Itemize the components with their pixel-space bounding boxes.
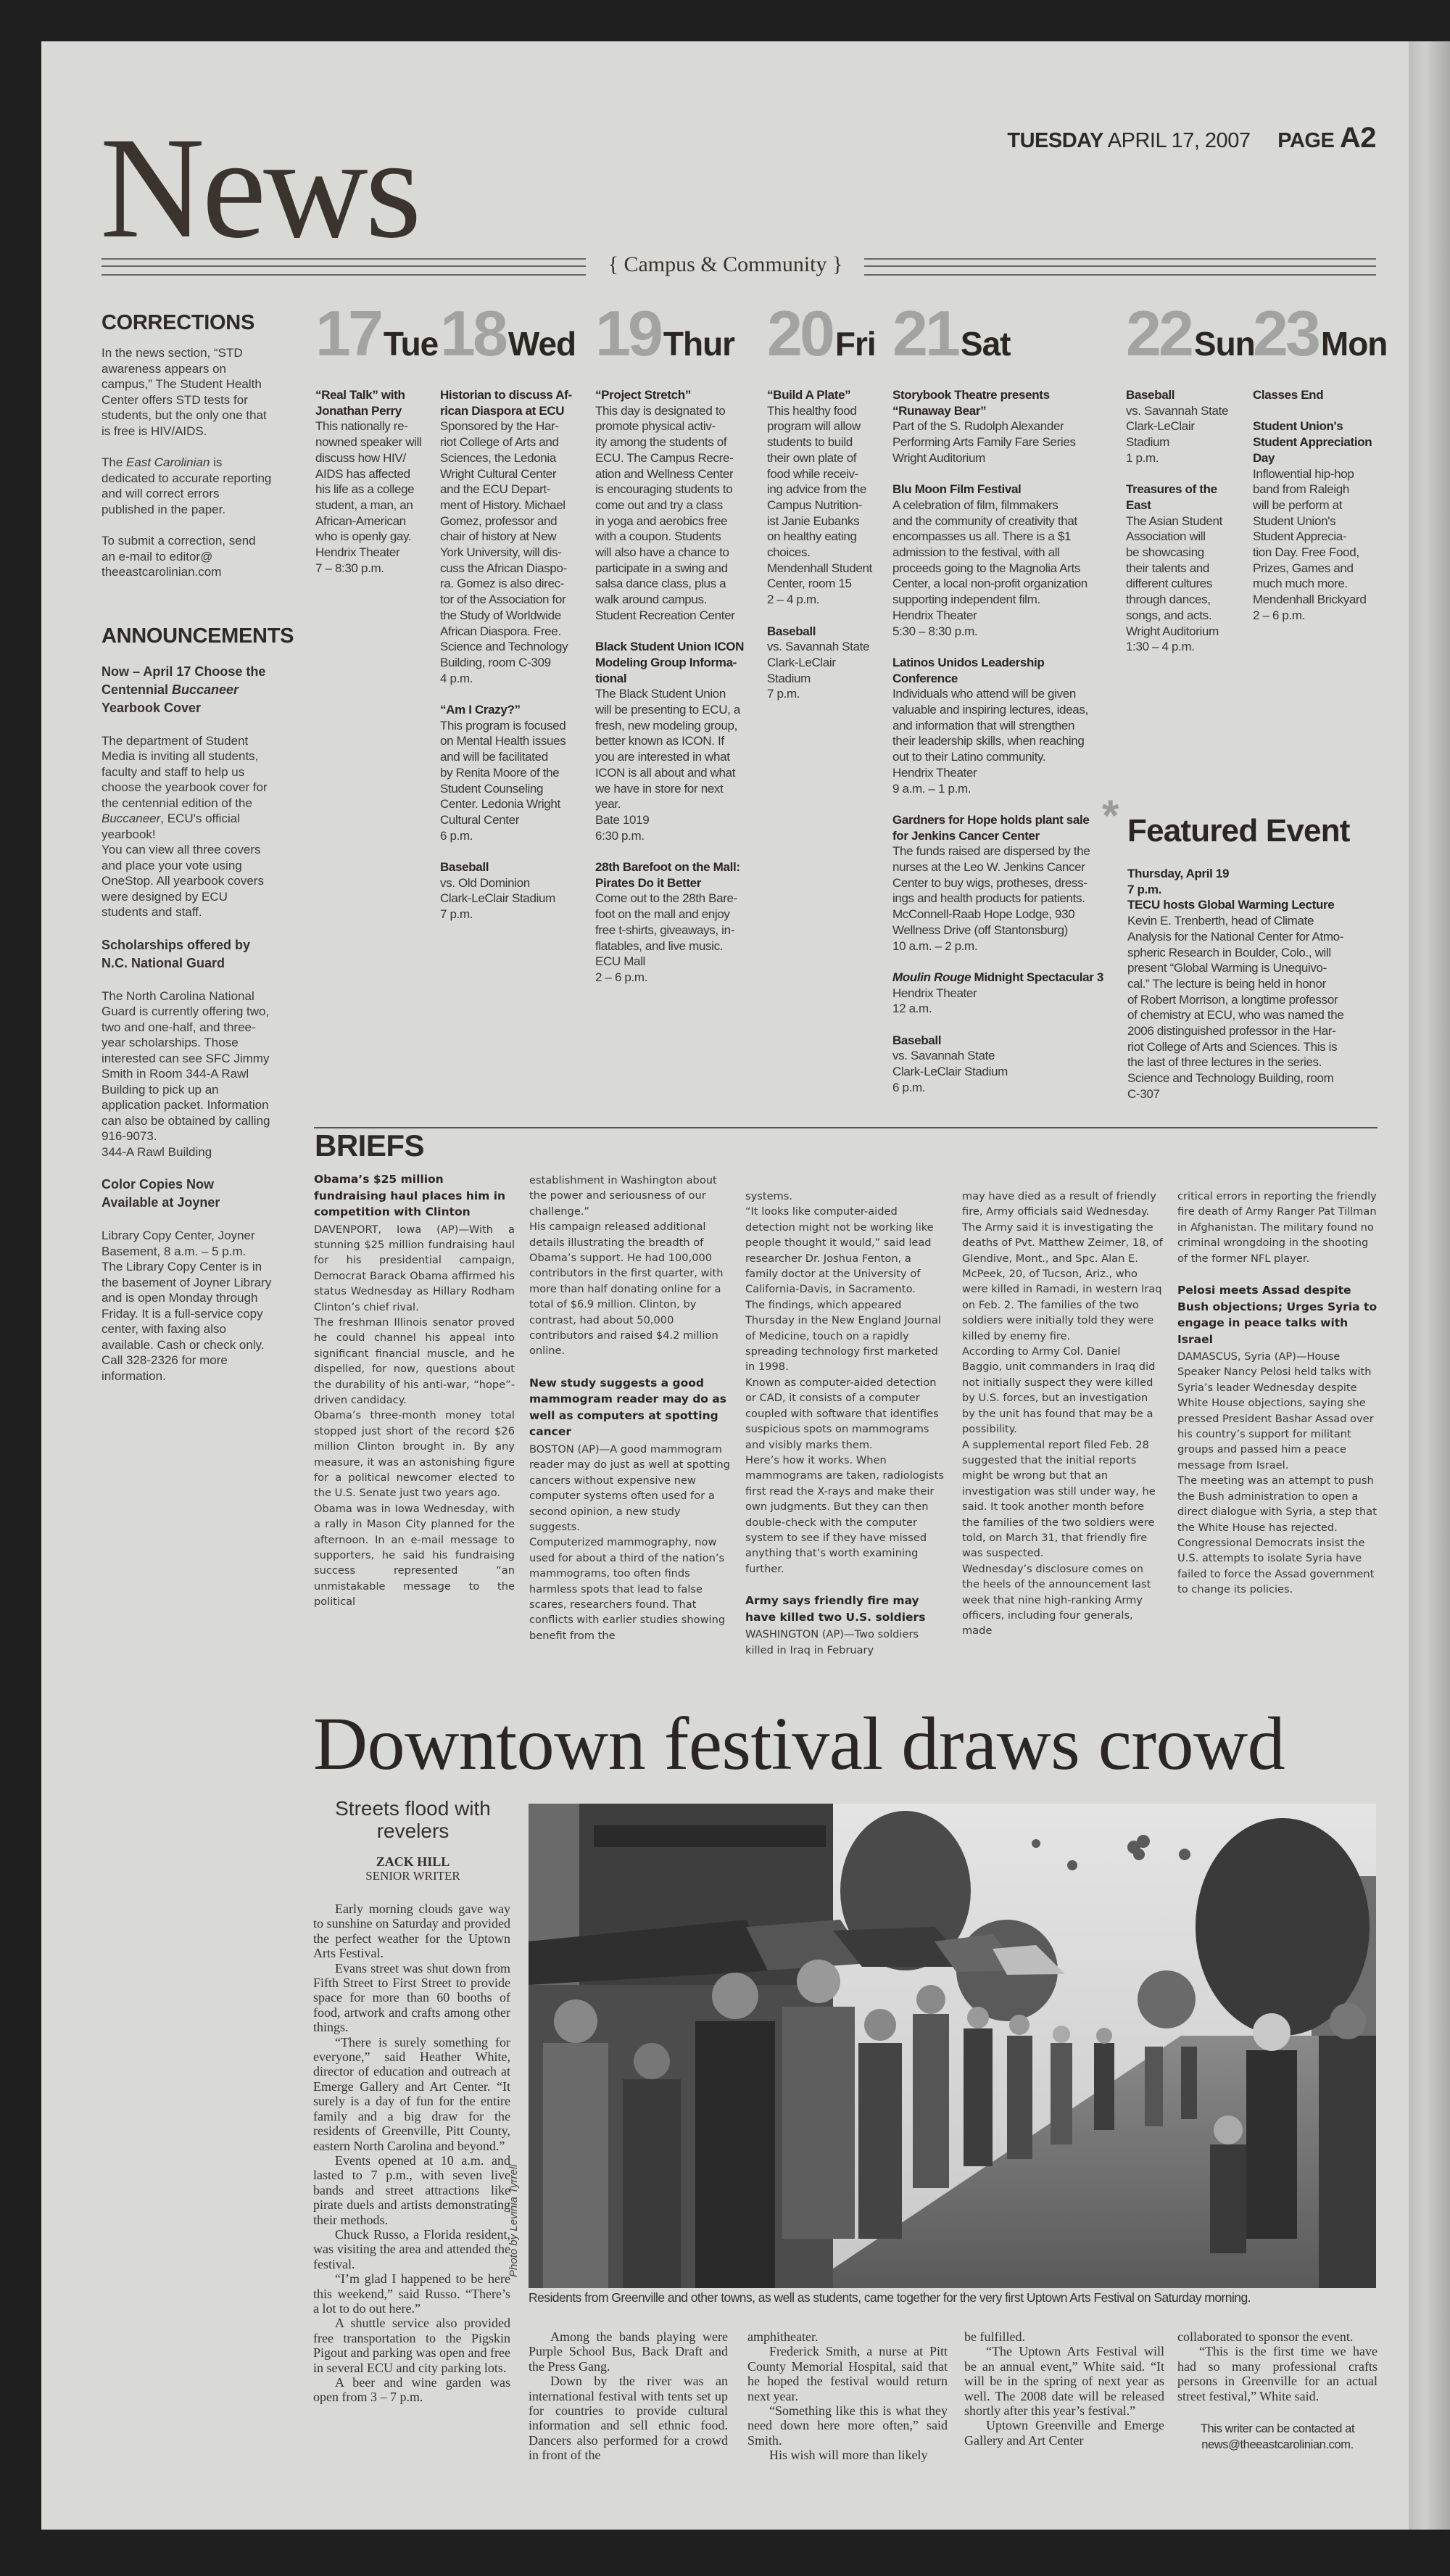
italic-text: Buccaneer <box>172 682 239 697</box>
paragraph: “There is surely something for everyone,” said Heather White, director of education and outreach at Emerge Gallery and Art Center. “It surely is a day of fun for the entire family and a big draw for the residents of Greenville, Pitt County, eastern North Carolina and beyond.” <box>313 2034 510 2153</box>
event-details: This day is designated to promote physical activ- ity among the students of ECU. The Campus Recre- ation and Wellness Center is encouraging students to come out and try a class in yoga and aerobics free with a coupon. Students will also have a chance to participate in a swing and salsa dance class, plus a walk around campus. Student Recreation Center <box>595 403 735 622</box>
event-title: “Build A Plate” <box>767 388 851 402</box>
briefs-column <box>745 1189 946 1658</box>
text-segment: The <box>102 455 127 469</box>
masthead-rule-left <box>102 258 586 276</box>
heading: ANNOUNCEMENTS <box>102 624 294 648</box>
paragraph <box>102 455 273 517</box>
event-details: This program is focused on Mental Health issues and will be facilitated by Renita Moore of the Student Counseling Center. Ledonia Wright Cultural Center 6 p.m. <box>440 718 566 843</box>
event-title: Black Student Union ICON Modeling Group Informa- tional <box>595 640 745 685</box>
article-column <box>964 2329 1164 2448</box>
calendar-event <box>1253 387 1387 403</box>
day-name: Thur <box>663 325 735 363</box>
text-segment: The department of Student Media is inviting all students, faculty and staff to help us choose the yearbook cover for the centennial edition of the <box>102 733 268 810</box>
paragraph: In the news section, “STD awareness appears on campus,” The Student Health Center offers STD tests for students, but the only one that is free is HIV/AIDS. <box>102 346 267 438</box>
paragraph: Events opened at 10 a.m. and lasted to 7 p.m., with seven live bands and street attractions like pirate duels and artists demonstrating their methods. <box>313 2152 510 2227</box>
event-details: Inflowential hip-hop band from Raleigh will be perform at Student Union's Student Apprecia- tion Day. Free Food, Prizes, Games and much much more. Mendenhall Brickyard 2 – 6 p.m. <box>1253 466 1367 622</box>
paragraph: collaborated to sponsor the event. <box>1177 2329 1354 2344</box>
asterisk-icon: * <box>1102 791 1119 840</box>
page-label: PAGE <box>1277 129 1335 152</box>
subheading <box>102 663 273 717</box>
article-column <box>529 2329 728 2463</box>
calendar-event <box>440 702 576 843</box>
day-number: 23 <box>1253 297 1318 369</box>
calendar-event <box>595 639 744 843</box>
dateline <box>1007 122 1376 154</box>
text-segment: Now – April 17 Choose the Centennial <box>102 664 266 697</box>
paragraph: Obama was in Iowa Wednesday, with a rally in Mason City planned for the afternoon. In an e-mail message to supporters, he said his fundraising success represented “an unmistakable message to the political <box>314 1502 515 1609</box>
paragraph: Wednesday’s disclosure comes on the heels of the announcement last week that nine high-ranking Army officers, including four generals, made <box>962 1562 1151 1638</box>
event-title: “Am I Crazy?” <box>440 703 521 717</box>
day-header <box>892 297 1103 369</box>
paragraph: “It looks like computer-aided detection might not be working like people thought it would,” said lead researcher Dr. Joshua Fenton, a family doctor at the University of California-Davis, in Sacramento. <box>745 1205 934 1296</box>
calendar-event <box>1253 418 1387 623</box>
event-details: vs. Savannah State Clark-LeClair Stadium 7 p.m. <box>767 640 870 701</box>
event-details: vs. Savannah State Clark-LeClair Stadium 1 p.m. <box>1126 403 1229 465</box>
sidebar-corrections-announcements <box>102 310 294 1400</box>
day-number: 17 <box>315 297 381 369</box>
calendar-event <box>892 387 1103 466</box>
event-details: Hendrix Theater 12 a.m. <box>892 986 977 1016</box>
paragraph: A beer and wine garden was open from 3 – 7 p.m. <box>313 2375 510 2405</box>
event-list <box>440 387 576 922</box>
paragraph: According to Army Col. Daniel Baggio, unit commanders in Iraq did not initially suspect they were killed by U.S. forces, but an investigation by the unit has found that may be a possibility. <box>962 1345 1156 1436</box>
article-column <box>1177 2329 1378 2453</box>
paragraph: The meeting was an attempt to push the Bush administration to open a direct dialogue with Syria, a step that the White House has rejected. <box>1177 1474 1377 1534</box>
paragraph: Library Copy Center, Joyner Basement, 8 a.m. – 5 p.m. The Library Copy Center is in the basement of Joyner Library and is open Monday through Friday. It is a full-service copy center, with faxing also available. Cash or check only. Call 328-2326 for more information. <box>102 1229 272 1383</box>
briefs-column <box>1177 1189 1378 1598</box>
section-masthead: News <box>100 108 419 268</box>
heading: Army says friendly fire may have killed two U.S. soldiers <box>745 1594 926 1624</box>
festival-photo <box>529 1804 1376 2288</box>
event-title: Student Union's Student Appreciation Day <box>1253 419 1372 465</box>
paragraph: His campaign released additional details illustrating the breadth of Obama’s support. He had 100,000 contributors in the first quarter, with more than half donating online for a total of $6.9 million. Clinton, by contrast, had about 50,000 contributors and raised $4.2 million online. <box>529 1221 724 1358</box>
event-title: Historian to discuss Af- rican Diaspora at ECU <box>440 388 572 418</box>
day-header <box>595 297 744 369</box>
photo-caption: Residents from Greenville and other towns, as well as students, came together for the very first Uptown Arts Festival on Saturday morning. <box>529 2290 1251 2305</box>
event-title: Baseball <box>892 1033 942 1047</box>
day-name: Fri <box>834 325 876 363</box>
paragraph: Obama’s three-month money total stopped just short of the record $26 million Clinton brought in. By any measure, it was an astonishing figure for a political newcomer elected to the U.S. Senate just two years ago. <box>314 1409 515 1500</box>
subheading: Scholarships offered by N.C. National Guard <box>102 937 251 970</box>
writer-contact <box>1177 2421 1378 2453</box>
article-column <box>747 2329 948 2463</box>
contact-email: news@theeastcarolinian.com. <box>1201 2438 1354 2452</box>
paragraph: Chuck Russo, a Florida resident, was visiting the area and attended the festival. <box>313 2226 510 2271</box>
event-details: A celebration of film, filmmakers and the community of creativity that encompasses us all. There is a $1 admission to the festival, with all proceeds going to the Magnolia Arts Center, a local non-profit organization supporting independent film. Hendrix Theater 5:30 – 8:30 p.m. <box>892 498 1088 638</box>
paragraph: The Army said it is investigating the deaths of Pvt. Matthew Zeimer, 18, of Glendive, Mont., and Spc. Alan E. McPeek, 20, of Tucson, Ariz., who were killed in Ramadi, in western Iraq on Feb. 2. The families of the two soldiers were initially told they were killed by enemy fire. <box>962 1221 1163 1342</box>
event-title: Latinos Unidos Leadership Conference <box>892 655 1045 685</box>
event-title: Baseball <box>440 860 489 875</box>
event-title: Baseball <box>767 624 816 638</box>
paragraph: be fulfilled. <box>964 2329 1025 2344</box>
day-name: Mon <box>1320 325 1388 363</box>
day-column-wed <box>440 297 576 938</box>
event-list <box>595 387 744 986</box>
heading: Pelosi meets Assad despite Bush objections; Urges Syria to engage in peace talks with Israel <box>1177 1284 1378 1346</box>
briefs-column <box>314 1171 515 1610</box>
day-number: 21 <box>892 297 958 369</box>
italic-text: Buccaneer <box>102 812 161 825</box>
event-details: The Asian Student Association will be showcasing their talents and different cultures through dances, songs, and acts. Wright Auditorium 1:30 – 4 p.m. <box>1126 513 1222 654</box>
calendar-event <box>892 655 1103 796</box>
heading: Obama’s $25 million fundraising haul places him in competition with Clinton <box>314 1173 506 1218</box>
event-title: Gardners for Hope holds plant sale for Jenkins Cancer Center <box>892 812 1090 843</box>
calendar-event <box>440 859 576 922</box>
page-fold-edge <box>1409 41 1450 2530</box>
event-details: vs. Old Dominion Clark-LeClair Stadium 7 p.m. <box>440 875 555 922</box>
featured-event-title: Featured Event <box>1127 813 1350 849</box>
paragraph: may have died as a result of friendly fire, Army officials said Wednesday. <box>962 1190 1156 1218</box>
paragraph: amphitheater. <box>747 2329 819 2344</box>
event-details: This healthy food program will allow students to build their own plate of food while receiv- ing advice from the Campus Nutrition- ist Janie Eubanks on healthy eating choices. Mendenhall Student Center, room 15 2 – 4 p.m. <box>767 403 872 607</box>
event-list <box>1253 387 1387 624</box>
paragraph: A supplemental report filed Feb. 28 suggested that the initial reports might be wrong but that an investigation was still under way, he said. It took another month before the families of the two soldiers were told, on March 31, that friendly fire was suspected. <box>962 1438 1156 1560</box>
calendar-event <box>892 970 1103 1017</box>
event-title: Classes End <box>1253 388 1324 402</box>
paragraph: BOSTON (AP)—A good mammogram reader may do just as well at spotting cancers without expensive new computer systems often used for a second opinion, a new study suggests. <box>529 1442 730 1533</box>
subheading: Color Copies Now Available at Joyner <box>102 1177 220 1210</box>
day-number: 18 <box>440 297 505 369</box>
day-number: 19 <box>595 297 660 369</box>
text-segment: is dedicated to accurate reporting and will correct errors published in the paper. <box>102 455 272 516</box>
paragraph: critical errors in reporting the friendly fire death of Army Ranger Pat Tillman in Afghanistan. The military found no criminal wrongdoing in the shooting of the former NFL player. <box>1177 1190 1377 1265</box>
paragraph: To submit a correction, send an e-mail to editor@ theeastcarolinian.com <box>102 534 256 579</box>
calendar-event <box>315 387 438 576</box>
paragraph: Uptown Greenville and Emerge Gallery and Art Center <box>964 2418 1164 2448</box>
day-name: Wed <box>508 325 576 363</box>
italic-text: Moulin Rouge <box>892 970 972 984</box>
calendar-event <box>892 482 1103 639</box>
dateline-date: APRIL 17, 2007 <box>1107 129 1251 152</box>
day-header <box>315 297 439 369</box>
featured-event <box>1127 811 1381 1102</box>
briefs-column <box>962 1189 1163 1639</box>
text-segment: Midnight Spectacular 3 <box>971 970 1103 984</box>
paragraph: Known as computer-aided detection or CAD, it consists of a computer coupled with software that identifies suspicious spots on mammograms and visibly marks them. <box>745 1376 939 1451</box>
heading: CORRECTIONS <box>102 311 254 334</box>
article-column <box>313 1902 510 2405</box>
event-details: Come out to the 28th Bare- foot on the mall and enjoy free t-shirts, giveaways, in- flatables, and live music. ECU Mall 2 – 6 p.m. <box>595 891 737 984</box>
paragraph: “Something like this is what they need down here more often,” said Smith. <box>747 2403 948 2448</box>
day-name: Sat <box>960 325 1011 363</box>
paragraph: Computerized mammography, now used for about a third of the nation’s mammograms, too often finds harmless spots that lead to false scares, researchers found. That conflicts with earlier studies showing benefit from the <box>529 1536 726 1642</box>
event-list <box>1126 387 1255 655</box>
calendar-event <box>892 1033 1103 1096</box>
photo-credit: Photo by Levinia Tyrrell <box>508 2164 520 2277</box>
event-title: “Project Stretch” <box>595 388 691 402</box>
day-column-tue <box>315 297 439 592</box>
article-headline: Downtown festival draws crowd <box>313 1702 1285 1786</box>
paragraph: The North Carolina National Guard is currently offering two, two and one-half, and three-year scholarships. Those interested can see SFC Jimmy Smith in Room 344-A Rawl Building to pick up an application packet. Information can also be obtained by calling 916-9073. 344-A Rawl Building <box>102 988 270 1159</box>
contact-text: This writer can be contacted at <box>1200 2422 1355 2436</box>
calendar-event <box>595 387 744 624</box>
event-details: The Black Student Union will be presenting to ECU, a fresh, new modeling group, better known as ICON. If you are interested in what ICON is all about and what we have in store for next year. Bate 1019 6:30 p.m. <box>595 687 740 843</box>
dateline-weekday: TUESDAY <box>1007 129 1103 152</box>
day-header <box>767 297 876 369</box>
author-role: SENIOR WRITER <box>365 1869 460 1883</box>
day-name: Tue <box>383 325 439 363</box>
paragraph: DAMASCUS, Syria (AP)—House Speaker Nancy Pelosi held talks with Syria’s leader Wednesday despite White House objections, saying she pressed President Bashar Assad over his country’s support for militant groups and passed him a peace message from Israel. <box>1177 1350 1374 1471</box>
paragraph: His wish will more than likely <box>769 2448 928 2463</box>
masthead-rule-right <box>864 258 1376 276</box>
event-details: Individuals who attend will be given valuable and inspiring lectures, ideas, and information that will strengthen their leadership skills, when reaching out to their Latino community. Hendrix Theater 9 a.m. – 1 p.m. <box>892 687 1088 796</box>
author-name: ZACK HILL <box>376 1854 450 1869</box>
day-column-fri <box>767 297 876 718</box>
featured-event-body: Kevin E. Trenberth, head of Climate Analysis for the National Center for Atmo- spheric Research in Boulder, Colo., will present “Global Warming is Unequivo- cal.” The lecture is being held in honor of Robert Morrison, a longtime professor of chemistry at ECU, who was named the 2006 distinguished professor in the Har- riot College of Arts and Sciences. This is the last of three lectures in the series. Science and Technology Building, room C-307 <box>1127 914 1344 1101</box>
heading: New study suggests a good mammogram reader may do as well as computers at spotting cancer <box>529 1376 727 1439</box>
featured-event-date: Thursday, April 19 <box>1127 867 1230 880</box>
paragraph: Congressional Democrats insist the U.S. attempts to isolate Syria have failed to force the Assad government to change its policies. <box>1177 1536 1375 1596</box>
paragraph <box>102 733 273 920</box>
text-segment: , ECU's official yearbook! You can view all three covers and place your vote using OneStop. All yearbook covers were designed by ECU students and staff. <box>102 812 264 919</box>
italic-text: East Carolinian <box>126 455 210 469</box>
event-list <box>892 387 1103 1096</box>
event-title: “Real Talk” with Jonathan Perry <box>315 388 405 418</box>
paragraph: Here’s how it works. When mammograms are taken, radiologists first read the X-rays and make their own judgments. But they can then double-check with the computer system to see if they have missed anything that’s worth examining further. <box>745 1453 944 1575</box>
briefs-column <box>529 1173 730 1643</box>
event-details: This nationally re- nowned speaker will discuss how HIV/ AIDS has affected his life as a college student, a man, an African-American who is openly gay. Hendrix Theater 7 – 8:30 p.m. <box>315 419 422 575</box>
paragraph: WASHINGTON (AP)—Two soldiers killed in Iraq in February <box>745 1628 919 1656</box>
paragraph: Early morning clouds gave way to sunshine on Saturday and provided the perfect weather for the Uptown Arts Festival. <box>313 1902 510 1961</box>
calendar-event <box>1126 482 1255 655</box>
calendar-event <box>892 812 1103 954</box>
calendar-event <box>767 624 876 703</box>
day-number: 22 <box>1126 297 1191 369</box>
day-name: Sun <box>1193 325 1255 363</box>
paragraph: A shuttle service also provided free transportation to the Pigskin Pigout and parking was open and free in several ECU and city parking lots. <box>313 2316 510 2375</box>
calendar-event <box>440 387 576 686</box>
event-title: Blu Moon Film Festival <box>892 482 1022 497</box>
event-title <box>892 970 1103 986</box>
day-number: 20 <box>767 297 832 369</box>
featured-event-time: 7 p.m. <box>1127 882 1162 896</box>
day-header <box>1126 297 1255 369</box>
calendar-event <box>767 387 876 608</box>
paragraph: systems. <box>745 1190 793 1202</box>
subsection-title: { Campus & Community } <box>608 252 843 276</box>
day-column-sat <box>892 297 1103 1111</box>
page-number: A2 <box>1339 122 1376 154</box>
event-list <box>315 387 438 576</box>
event-details: vs. Savannah State Clark-LeClair Stadium 6 p.m. <box>892 1049 1008 1094</box>
event-list <box>767 387 876 702</box>
article-subhead: Streets flood with revelers <box>335 1797 491 1842</box>
paragraph: The findings, which appeared Thursday in the New England Journal of Medicine, touch on a rapidly spreading technology first marketed in 1998. <box>745 1298 941 1374</box>
day-header <box>440 297 576 369</box>
event-details: Sponsored by the Har- riot College of Arts and Sciences, the Ledonia Wright Cultural Center and the ECU Depart- ment of History. Michael Gomez, professor and chair of history at New York University, will dis- cuss the African Diaspo- ra. Gomez is also direc- tor of the Association for the Study of Worldwide African Diaspora. Free. Science and Technology Building, room C-309 4 p.m. <box>440 419 568 685</box>
text-segment: Yearbook Cover <box>102 700 202 715</box>
paragraph: Frederick Smith, a nurse at Pitt County Memorial Hospital, said that he hoped the festival would return next year. <box>747 2344 948 2403</box>
event-details: The funds raised are dispersed by the nurses at the Leo W. Jenkins Cancer Center to buy wigs, protheses, dress- ings and health products for patients. McConnell-Raab Hope Lodge, 930 Wellness Drive (off Stantonsburg) 10 a.m. – 2 p.m. <box>892 844 1090 953</box>
event-title: 28th Barefoot on the Mall: Pirates Do it Better <box>595 860 740 890</box>
calendar-event <box>595 859 744 986</box>
event-title: Storybook Theatre presents “Runaway Bear” <box>892 388 1050 418</box>
event-details: Part of the S. Rudolph Alexander Performing Arts Family Fare Series Wright Auditorium <box>892 419 1076 465</box>
paragraph: The freshman Illinois senator proved he could channel his appeal into significant financial muscle, and he dispelled, for now, questions about the durability of his anti-war, “hope”-driven candidacy. <box>314 1316 515 1406</box>
paragraph: “The Uptown Arts Festival will be an annual event,” White said. “It will be in the spring of next year as well. The 2008 date will be released shortly after this year’s festival.” <box>964 2344 1164 2419</box>
festival-crowd-image <box>529 1804 1376 2288</box>
paragraph: Evans street was shut down from Fifth Street to First Street to provide space for more than 60 booths of food, artwork and crafts among other things. <box>313 1960 510 2035</box>
paragraph: DAVENPORT, Iowa (AP)—With a stunning $25 million fundraising haul for his presidential campaign, Democrat Barack Obama affirmed his status Wednesday as Hillary Rodham Clinton’s chief rival. <box>314 1223 515 1313</box>
paragraph: establishment in Washington about the power and seriousness of our challenge.” <box>529 1174 717 1218</box>
day-column-thur <box>595 297 745 1001</box>
day-column-sun <box>1126 297 1255 671</box>
day-header <box>1253 297 1388 369</box>
briefs-heading: BRIEFS <box>315 1128 425 1163</box>
paragraph: Down by the river was an international festival with tents set up for countries to provide cultural information and sell ethnic food. Dancers also performed for a crowd in front of the <box>529 2374 728 2463</box>
calendar-event <box>1126 387 1255 466</box>
paragraph: “I’m glad I happened to be here this weekend,” said Russo. “There’s a lot to do out here.” <box>313 2271 510 2316</box>
paragraph: “This is the first time we have had so many professional crafts persons in Greenville for an actual street festival,” White said. <box>1177 2344 1378 2403</box>
paragraph: Among the bands playing were Purple School Bus, Back Draft and the Press Gang. <box>529 2329 728 2374</box>
day-column-mon <box>1253 297 1388 639</box>
featured-event-name: TECU hosts Global Warming Lecture <box>1127 898 1335 912</box>
event-title: Baseball <box>1126 388 1175 402</box>
event-title: Treasures of the East <box>1126 482 1217 512</box>
section-divider <box>314 1127 1378 1128</box>
article-byline <box>313 1855 513 1883</box>
